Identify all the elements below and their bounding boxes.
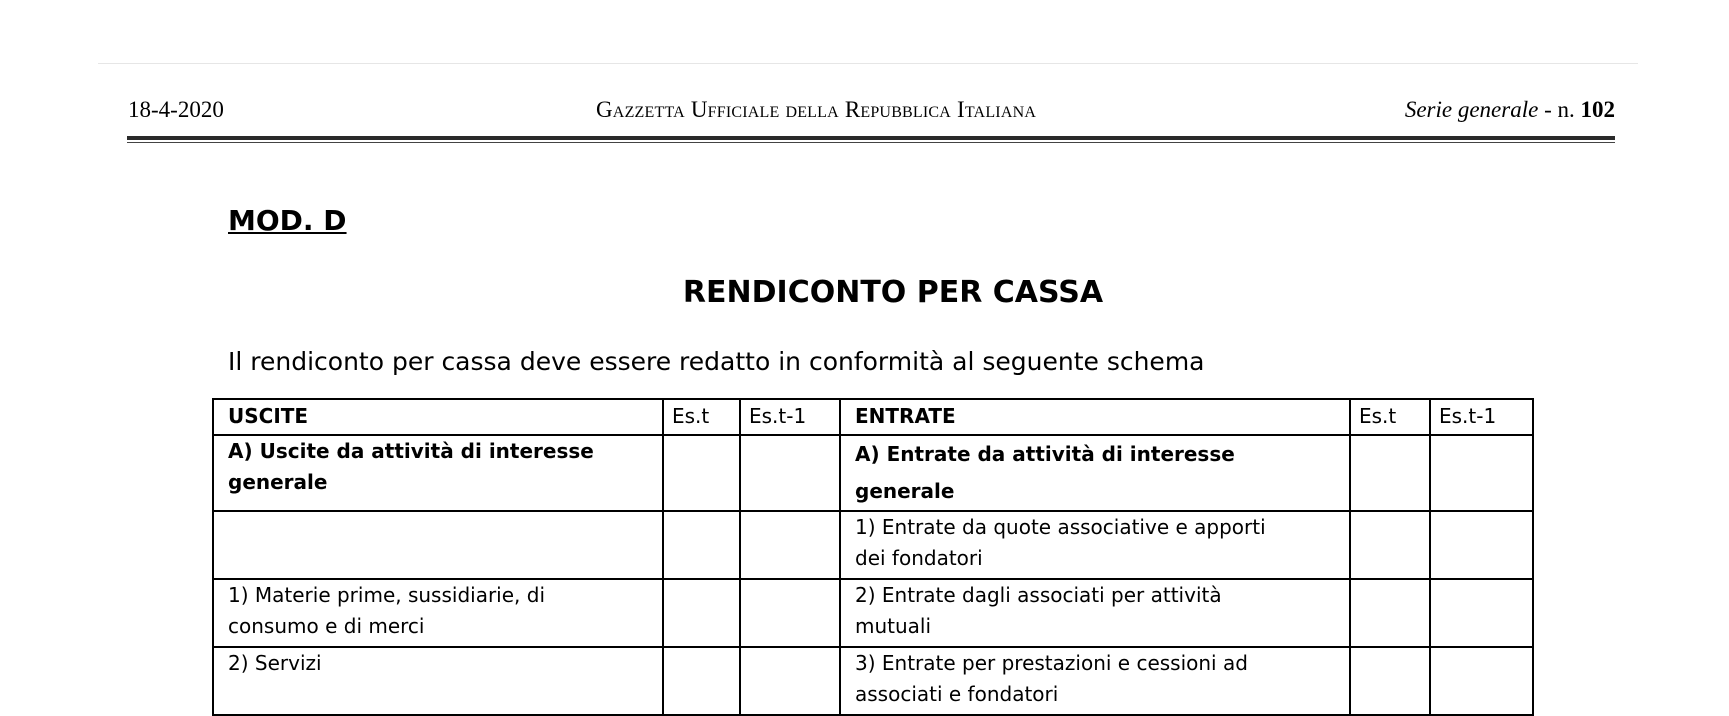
value-cell xyxy=(1430,511,1533,579)
header-entrate: ENTRATE xyxy=(840,399,1350,435)
entrate-cell xyxy=(840,647,1350,715)
serie-sep: - n. xyxy=(1538,97,1581,122)
value-cell xyxy=(663,511,740,579)
table-row xyxy=(213,511,1533,579)
cell-line: 2) Entrate dagli associati per attività xyxy=(855,583,1222,607)
uscite-cell xyxy=(213,435,663,511)
mod-label: MOD. D xyxy=(228,204,347,237)
value-cell xyxy=(1350,435,1430,511)
cell-line: 2) Servizi xyxy=(228,651,322,675)
table-row xyxy=(213,579,1533,647)
value-cell xyxy=(663,435,740,511)
value-cell xyxy=(663,579,740,647)
value-cell xyxy=(740,511,840,579)
value-cell xyxy=(740,647,840,715)
cell-line: 1) Materie prime, sussidiarie, di xyxy=(228,583,546,607)
header-rule-thick xyxy=(127,136,1615,140)
header-uscite: USCITE xyxy=(213,399,663,435)
value-cell xyxy=(740,579,840,647)
page-title: RENDICONTO PER CASSA xyxy=(682,275,1104,310)
entrate-cell xyxy=(840,511,1350,579)
cell-line: 3) Entrate per prestazioni e cessioni ad xyxy=(855,651,1248,675)
value-cell xyxy=(1430,647,1533,715)
top-rule xyxy=(98,63,1638,64)
cell-line: dei fondatori xyxy=(855,546,983,570)
entrate-cell xyxy=(840,435,1350,511)
gazette-date: 18-4-2020 xyxy=(128,97,224,122)
value-cell xyxy=(740,435,840,511)
header-rule-thin xyxy=(127,142,1615,143)
value-cell xyxy=(1430,435,1533,511)
cell-line: mutuali xyxy=(855,614,932,638)
gazette-title: Gazzetta Ufficiale della Repubblica Italiana xyxy=(596,97,1037,122)
value-cell xyxy=(1350,579,1430,647)
cell-line: A) Entrate da attività di interesse xyxy=(855,442,1235,466)
table-header-row xyxy=(213,399,1533,435)
cell-line: generale xyxy=(855,479,955,503)
header-es-t: Es.t xyxy=(663,399,740,435)
gazette-serie xyxy=(1405,96,1615,124)
serie-number: 102 xyxy=(1580,97,1615,122)
header-es-t-2: Es.t xyxy=(1350,399,1430,435)
cash-report-table xyxy=(212,398,1534,716)
uscite-cell xyxy=(213,647,663,715)
entrate-cell xyxy=(840,579,1350,647)
table-row xyxy=(213,647,1533,715)
cell-line: A) Uscite da attività di interesse xyxy=(228,439,594,463)
cell-line: generale xyxy=(228,470,328,494)
cell-line: 1) Entrate da quote associative e apporti xyxy=(855,515,1266,539)
header-es-t1: Es.t-1 xyxy=(740,399,840,435)
value-cell xyxy=(663,647,740,715)
cell-line: associati e fondatori xyxy=(855,682,1059,706)
value-cell xyxy=(1430,579,1533,647)
value-cell xyxy=(1350,647,1430,715)
header-es-t1-2: Es.t-1 xyxy=(1430,399,1533,435)
uscite-cell xyxy=(213,511,663,579)
value-cell xyxy=(1350,511,1430,579)
serie-label: Serie generale xyxy=(1404,97,1539,122)
intro-text: Il rendiconto per cassa deve essere redatto in conformità al seguente schema xyxy=(228,347,1205,376)
cell-line: consumo e di merci xyxy=(228,614,425,638)
table-row xyxy=(213,435,1533,511)
uscite-cell xyxy=(213,579,663,647)
